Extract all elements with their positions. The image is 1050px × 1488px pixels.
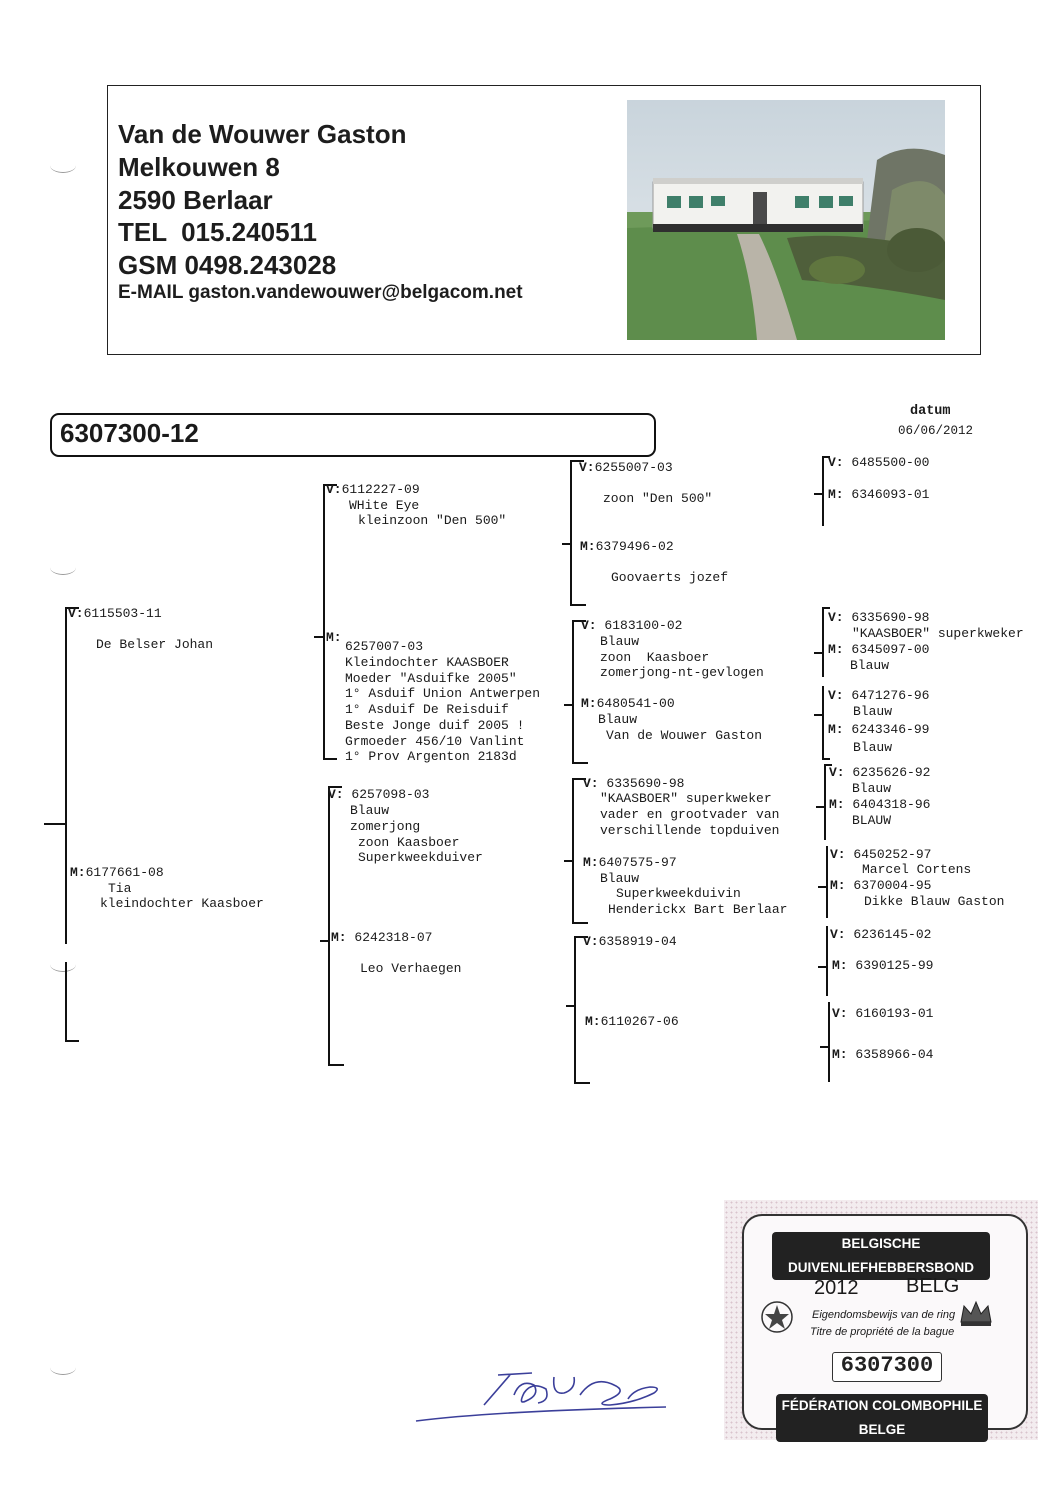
pedigree-note: zoon Kaasboer [358,835,460,850]
pedigree-note: Blauw [853,740,893,755]
gen4-ancestor: V: 6485500-00 [828,455,930,470]
great-grandparent: V:6358919-04 [583,934,677,949]
great-grandparent: M:6480541-00 [581,696,675,711]
house-photo [627,100,945,340]
pedigree-note: 1° Asduif De Reisduif [345,702,509,717]
grandsire-maternal: V: 6257098-03 [328,787,430,802]
binder-hole [50,158,76,173]
breeder-city: 2590 Berlaar [118,185,273,215]
granddam-maternal: M: 6242318-07 [331,930,433,945]
pedigree-note: "KAASBOER" superkweker [852,626,1024,641]
pedigree-note: Dikke Blauw Gaston [864,894,1005,909]
great-grandparent: M:6379496-02 [580,539,674,554]
great-grandparent: V: 6335690-98 [583,776,685,791]
date-label: datum [910,404,951,419]
pedigree-note: Leo Verhaegen [360,961,462,976]
certificate-country: BELG [906,1275,960,1297]
pedigree-note: 1° Asduif Union Antwerpen [345,686,541,701]
great-grandparent: M:6110267-06 [585,1014,679,1029]
binder-hole [50,957,76,972]
certificate-text-fr: Titre de propriété de la bague [810,1326,955,1338]
gen4-ancestor: V: 6236145-02 [830,927,932,942]
gen4-ancestor: V: 6450252-97 [830,847,932,862]
sire: V:6115503-11 [68,606,162,621]
pedigree-note: Blauw [598,712,638,727]
pedigree-note: Superkweekduiver [358,850,483,865]
pedigree-note: Blauw [853,704,893,719]
pedigree-note: zomerjong-nt-gevlogen [600,665,764,680]
pedigree-note: zoon Kaasboer [600,650,710,665]
pedigree-note: WHite Eye [349,498,420,513]
breeder-email: E-MAIL gaston.vandewouwer@belgacom.net [118,282,523,303]
pedigree-note: Kleindochter KAASBOER [345,655,509,670]
pedigree-note: "KAASBOER" superkweker [600,791,772,806]
dam: M:6177661-08 [70,865,164,880]
dam-note: kleindochter Kaasboer [100,896,264,911]
gen4-ancestor: M: 6404318-96 [829,797,931,812]
pedigree-note: Superkweekduivin [616,886,741,901]
pedigree-note: kleinzoon "Den 500" [358,513,507,528]
great-grandparent: V: 6183100-02 [581,618,683,633]
certificate-top-banner: BELGISCHE DUIVENLIEFHEBBERSBOND [772,1232,990,1280]
star-icon [760,1300,794,1339]
pedigree-note: vader en grootvader van [600,807,780,822]
pedigree-note: zoon "Den 500" [603,491,713,506]
pedigree-note: zomerjong [350,819,421,834]
binder-hole [50,560,76,575]
sire-owner: De Belser Johan [96,637,214,652]
gen4-ancestor: M: 6345097-00 [828,642,930,657]
pedigree-note: Van de Wouwer Gaston [606,728,763,743]
granddam-paternal: M: [326,630,342,645]
breeder-street: Melkouwen 8 [118,152,280,182]
dam-name: Tia [108,881,132,896]
pedigree-note: Moeder "Asduifke 2005" [345,671,517,686]
great-grandparent: M:6407575-97 [583,855,677,870]
date-value: 06/06/2012 [898,424,974,438]
pedigree-note: Beste Jonge duif 2005 ! [345,718,525,733]
gen4-ancestor: M: 6390125-99 [832,958,934,973]
grandsire-paternal: V:6112227-09 [326,482,420,497]
pedigree-note: Blauw [350,803,390,818]
pedigree-note: Henderickx Bart Berlaar [608,902,788,917]
gen4-ancestor: M: 6358966-04 [832,1047,934,1062]
pedigree-note: Blauw [600,634,640,649]
ring-number: 6307300-12 [60,418,199,448]
gen4-ancestor: V: 6235626-92 [829,765,931,780]
breeder-gsm: GSM 0498.243028 [118,250,337,280]
gen4-ancestor: M: 6346093-01 [828,487,930,502]
pedigree-note: verschillende topduiven [600,823,780,838]
granddam-paternal-ring: 6257007-03 [345,639,424,654]
certificate-year: 2012 [814,1277,859,1299]
signature [414,1365,674,1436]
pedigree-note: Marcel Cortens [862,862,972,877]
certificate-number: 6307300 [840,1353,934,1378]
gen4-ancestor: V: 6471276-96 [828,688,930,703]
breeder-tel: TEL 015.240511 [118,217,318,247]
pedigree-note: Grmoeder 456/10 Vanlint [345,734,525,749]
pedigree-note: Goovaerts jozef [611,570,729,585]
gen4-ancestor: M: 6243346-99 [828,722,930,737]
certificate-text-nl: Eigendomsbewijs van de ring [812,1309,956,1321]
gen4-ancestor: M: 6370004-95 [830,878,932,893]
pedigree-note: Blauw [852,781,892,796]
breeder-name: Van de Wouwer Gaston [118,119,407,149]
pedigree-note: 1° Prov Argenton 2183d [345,749,517,764]
certificate-bottom-banner: FÉDÉRATION COLOMBOPHILE BELGE [776,1394,988,1442]
pedigree-note: BLAUW [852,813,892,828]
pedigree-note: Blauw [600,871,640,886]
crown-icon [958,1298,994,1333]
great-grandparent: V:6255007-03 [579,460,673,475]
binder-hole [50,1360,76,1375]
pedigree-note: Blauw [850,658,890,673]
gen4-ancestor: V: 6160193-01 [832,1006,934,1021]
gen4-ancestor: V: 6335690-98 [828,610,930,625]
